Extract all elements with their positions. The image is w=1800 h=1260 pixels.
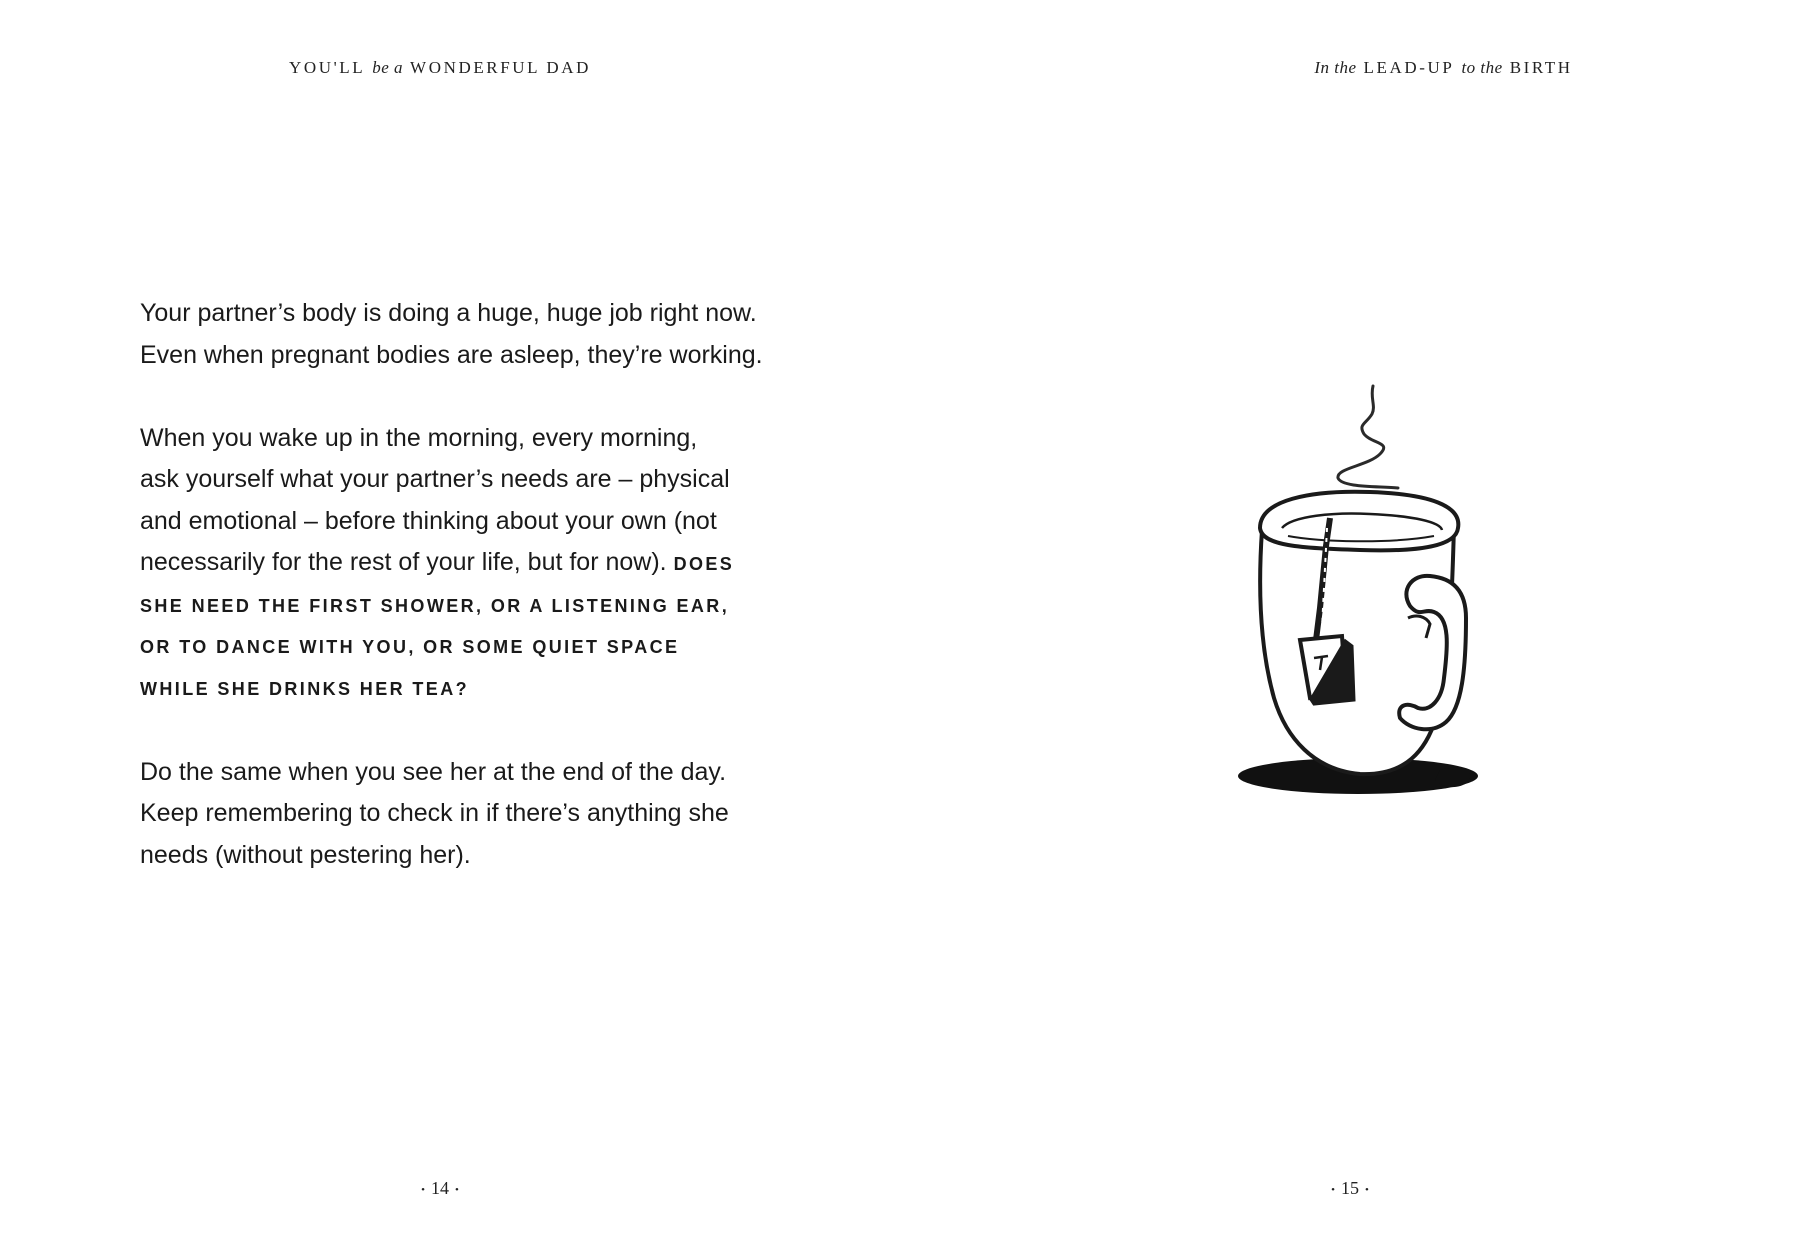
right-running-head [1140,58,1740,78]
running-head-caps-2: BIRTH [1509,58,1573,77]
emphasis-line: WHILE SHE DRINKS HER TEA? [140,678,470,699]
paragraph-3 [140,752,780,877]
mug-body [1260,526,1454,774]
running-head-italic: In the [1314,58,1357,77]
body-text [140,293,780,918]
text-line-mixed [140,542,780,586]
emphasis-run: DOES [673,554,735,574]
running-head-italic: to the [1461,58,1503,77]
page-number-left [380,1178,500,1199]
folio-bullet: • [1365,1183,1369,1196]
running-head-caps-2: WONDERFUL DAD [410,58,592,77]
text-line: When you wake up in the morning, every morning, [140,423,698,452]
running-head-caps-1: YOU'LL [288,58,366,77]
paragraph-2 [140,418,780,711]
right-page [900,0,1800,1260]
tea-mug-illustration [1230,378,1520,808]
folio-bullet: • [455,1183,459,1196]
running-head-italic: be a [372,58,404,77]
folio-number: 15 [1341,1178,1359,1198]
folio-bullet: • [1331,1183,1335,1196]
text-line: needs (without pestering her). [140,840,471,869]
steam-icon [1338,386,1398,488]
text-line: ask yourself what your partner’s needs are – physical [140,465,730,493]
teabag-tag [1300,636,1354,704]
text-run: necessarily for the rest of your life, but for now). [140,548,667,576]
emphasis-line: OR TO DANCE WITH YOU, OR SOME QUIET SPACE [140,637,680,657]
running-head-caps-1: LEAD-UP [1363,58,1455,77]
text-line: Do the same when you see her at the end of the day. [140,757,727,786]
paragraph-1 [140,293,780,376]
text-line: Keep remembering to check in if there’s anything she [140,799,729,827]
left-running-head [140,58,740,78]
emphasis-line: SHE NEED THE FIRST SHOWER, OR A LISTENING EAR, [140,595,730,616]
page-number-right [1290,1178,1410,1199]
text-line: Your partner’s body is doing a huge, huge job right now. [140,299,757,327]
text-line: and emotional – before thinking about your own (not [140,506,717,535]
folio-bullet: • [421,1183,425,1196]
folio-number: 14 [431,1178,449,1198]
text-line: Even when pregnant bodies are asleep, they’re working. [140,340,763,369]
